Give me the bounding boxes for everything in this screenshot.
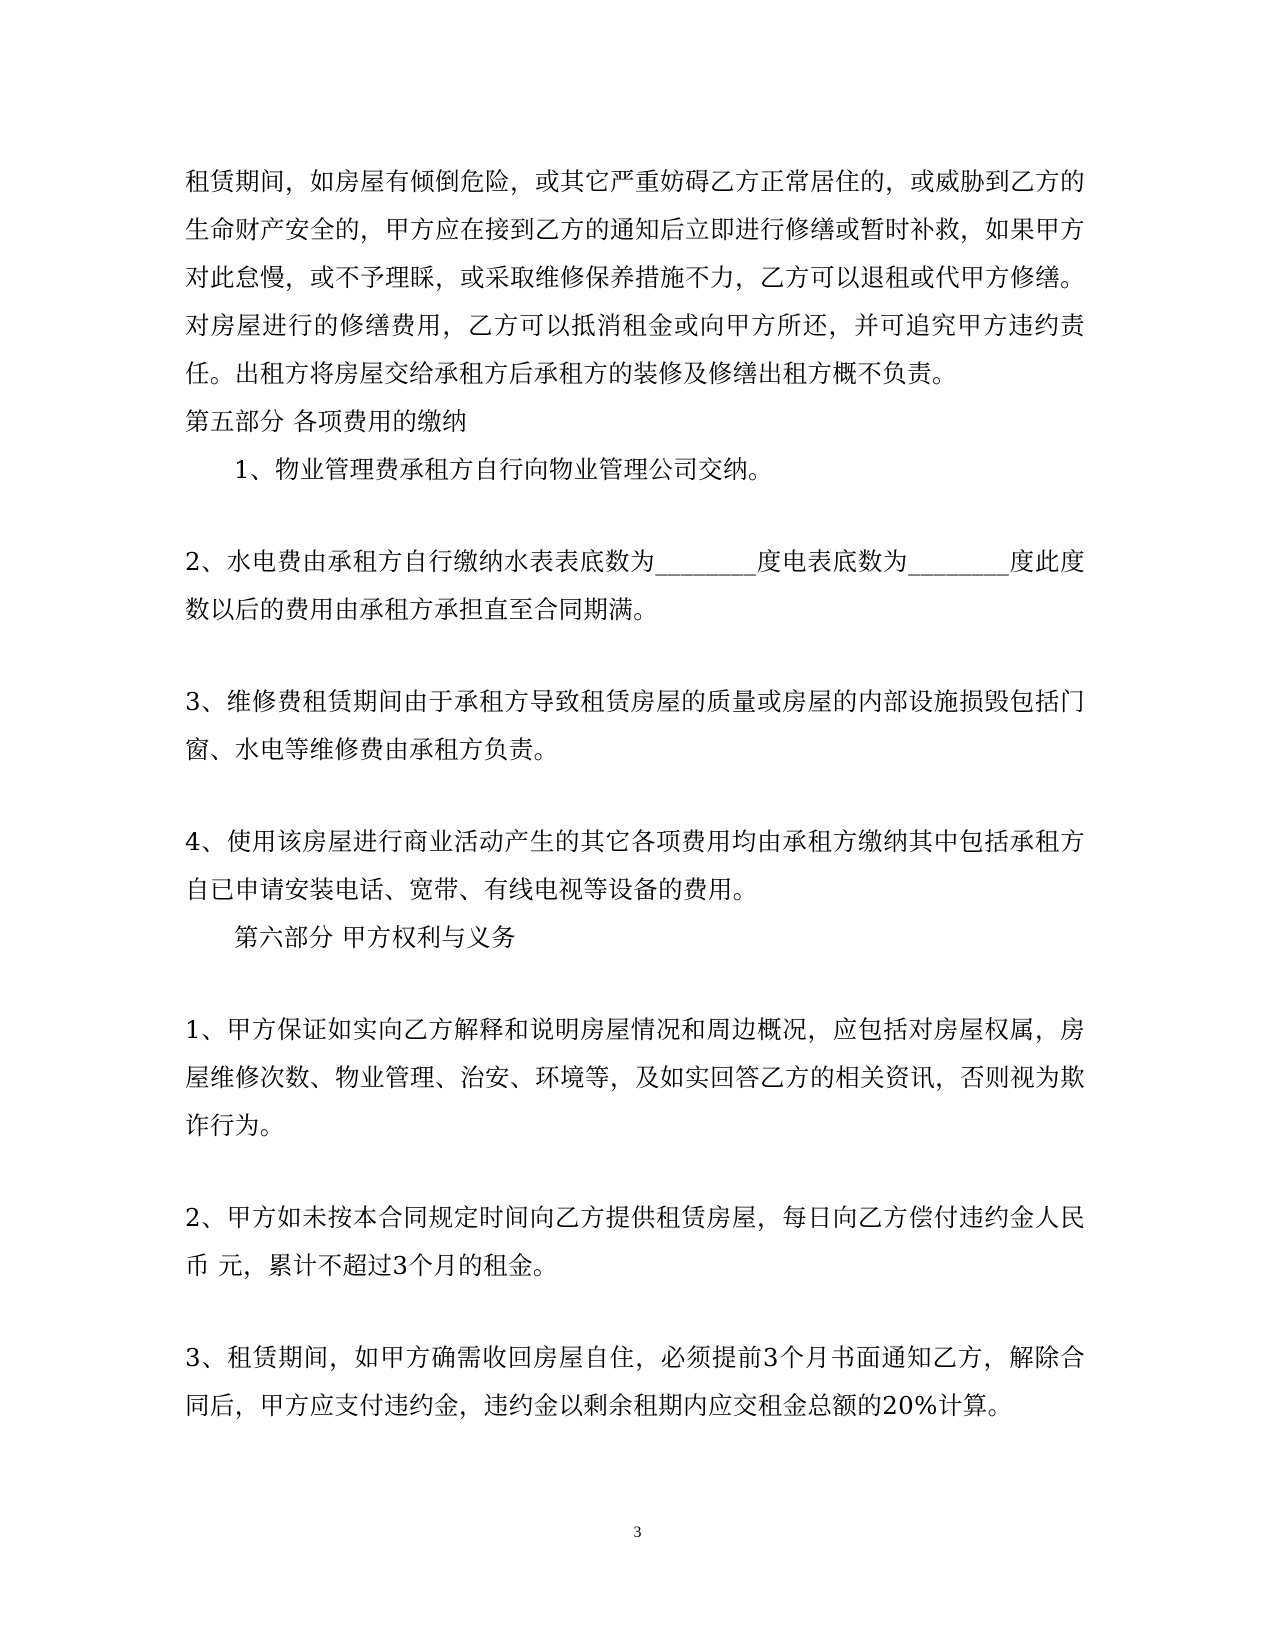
paragraph-repair-responsibility: 租赁期间，如房屋有倾倒危险，或其它严重妨碍乙方正常居住的，或威胁到乙方的生命财产安全的，甲方应在接到乙方的通知后立即进行修缮或暂时补救，如果甲方对此怠慢，或不予理睬，或采取维修保养措施不力，乙方可以退租或代甲方修缮。对房屋进行的修缮费用，乙方可以抵消租金或向甲方所还，并可追究甲方违约责任。出租方将房屋交给承租方后承租方的装修及修缮出租方概不负责。 [185, 167, 1085, 388]
paragraph-late-delivery-penalty: 2、甲方如未按本合同规定时间向乙方提供租赁房屋，每日向乙方偿付违约金人民币 元，累计不超过3个月的租金。 [185, 1203, 1085, 1280]
paragraph-utility-fee: 2、水电费由承租方自行缴纳水表表底数为________度电表底数为________度此度数以后的费用由承租方承担直至合同期满。 [185, 547, 1085, 624]
section-heading-part-five: 第五部分 各项费用的缴纳 [185, 407, 468, 436]
paragraph-landlord-disclosure: 1、甲方保证如实向乙方解释和说明房屋情况和周边概况，应包括对房屋权属，房屋维修次数、物业管理、治安、环境等，及如实回答乙方的相关资讯，否则视为欺诈行为。 [185, 1015, 1085, 1140]
paragraph-commercial-fees: 4、使用该房屋进行商业活动产生的其它各项费用均由承租方缴纳其中包括承租方自已申请安装电话、宽带、有线电视等设备的费用。 [185, 827, 1085, 904]
paragraph-property-fee: 1、物业管理费承租方自行向物业管理公司交纳。 [234, 455, 773, 484]
paragraph-early-termination: 3、租赁期间，如甲方确需收回房屋自住，必须提前3个月书面通知乙方，解除合同后，甲方应支付违约金，违约金以剩余租期内应交租金总额的20%计算。 [185, 1343, 1085, 1420]
section-heading-part-six: 第六部分 甲方权利与义务 [234, 923, 517, 952]
page-number: 3 [633, 1524, 642, 1541]
document-body [185, 158, 1085, 1430]
paragraph-maintenance-fee: 3、维修费租赁期间由于承租方导致租赁房屋的质量或房屋的内部设施损毁包括门窗、水电等维修费由承租方负责。 [185, 687, 1085, 764]
